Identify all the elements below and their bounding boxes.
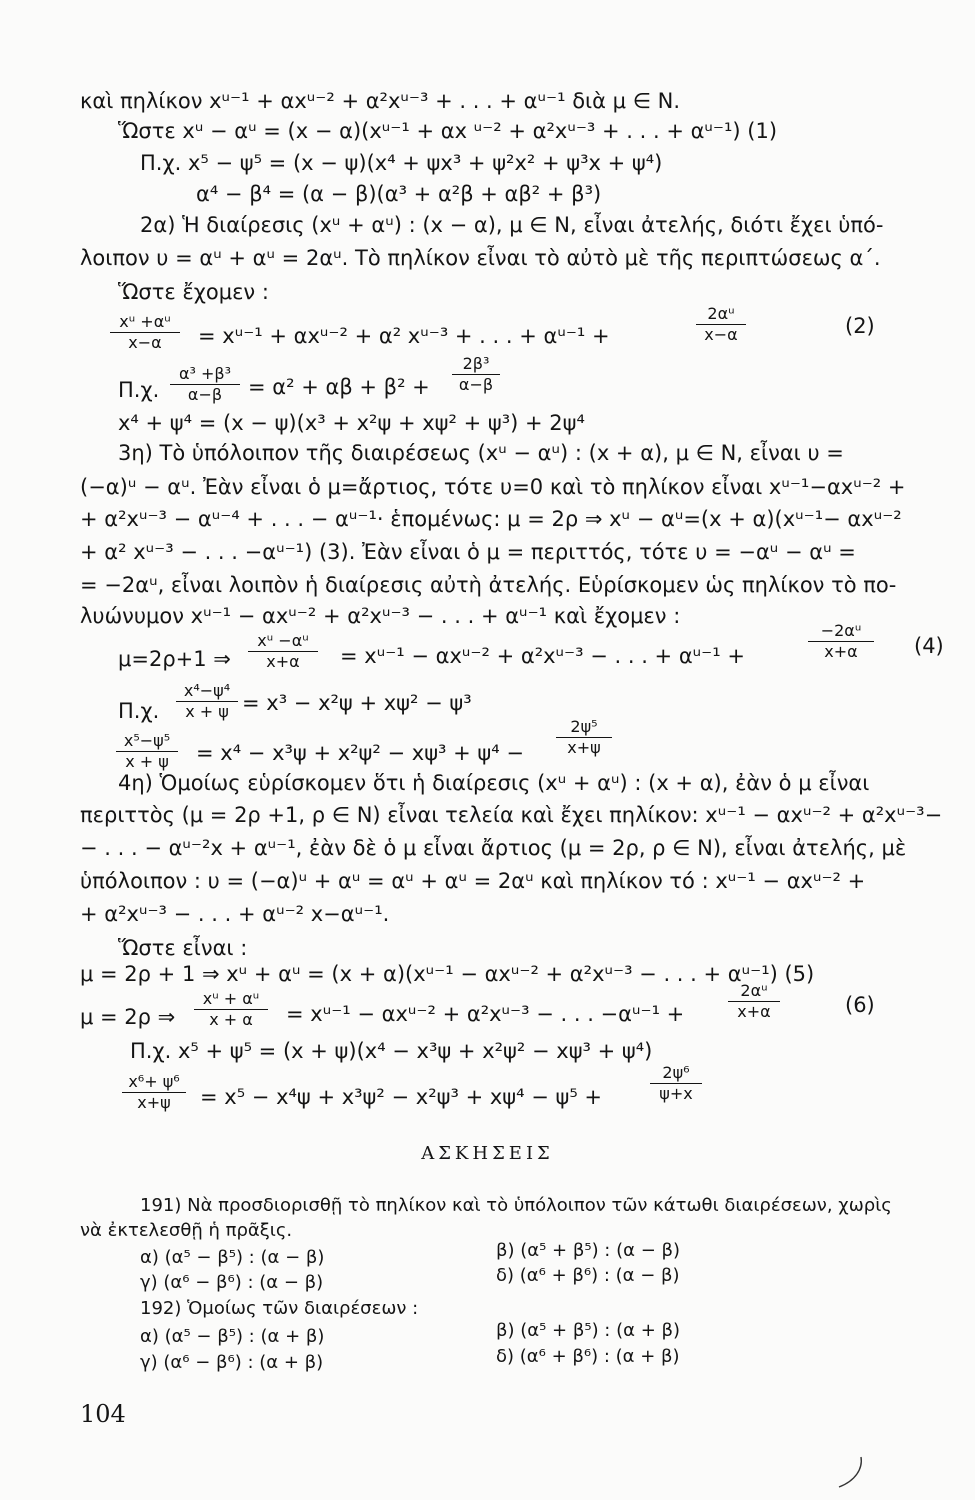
fraction-denominator: ψ+x: [659, 1084, 693, 1103]
formula-line: μ = 2ρ + 1 ⇒ xᵘ + αᵘ = (x + α)(xᵘ⁻¹ − αxᵘ⁻² + α²xᵘ⁻³ − . . . + αᵘ⁻¹) (5): [80, 962, 815, 986]
formula-line: = x⁵ − x⁴ψ + x³ψ² − x²ψ³ + xψ⁴ − ψ⁵ +: [200, 1085, 603, 1109]
fraction-denominator: x+α: [824, 642, 858, 661]
formula-line: = x⁴ − x³ψ + x²ψ² − xψ³ + ψ⁴ −: [196, 741, 524, 765]
text-line: = −2αᵘ, εἶναι λοιπὸν ἡ διαίρεσις αὐτὴ ἀτελής. Εὑρίσκομεν ὡς πηλίκον τὸ πο-: [80, 573, 897, 597]
fraction: [176, 682, 238, 721]
exercise-item: γ) (α⁶ − β⁶) : (α + β): [140, 1352, 324, 1373]
formula-line: = xᵘ⁻¹ + αxᵘ⁻² + α² xᵘ⁻³ + . . . + αᵘ⁻¹ +: [198, 324, 610, 348]
equation-number: (4): [914, 634, 944, 658]
formula-line: = α² + αβ + β² +: [248, 375, 430, 399]
text-line: (−α)ᵘ − αᵘ. Ἐὰν εἶναι ὁ μ=ἄρτιος, τότε υ=0 καὶ τὸ πηλίκον εἶναι xᵘ⁻¹−αxᵘ⁻² +: [80, 475, 906, 499]
section-heading: ΑΣΚΗΣΕΙΣ: [421, 1143, 554, 1164]
fraction-denominator: x + α: [209, 1010, 253, 1029]
text-line: Π.χ.: [118, 699, 160, 723]
exercise-item: β) (α⁵ + β⁵) : (α + β): [496, 1320, 681, 1341]
text-line: 4η) Ὁμοίως εὑρίσκομεν ὅτι ἡ διαίρεσις (xᵘ + αᵘ) : (x + α), ἐὰν ὁ μ εἶναι: [118, 771, 870, 795]
fraction-numerator: α³ +β³: [178, 364, 232, 383]
fraction-denominator: x+α: [737, 1002, 771, 1021]
fraction: [728, 982, 780, 1021]
exercise-item: β) (α⁵ + β⁵) : (α − β): [496, 1240, 681, 1261]
exercise-item: δ) (α⁶ + β⁶) : (α − β): [496, 1265, 680, 1286]
text-line: − . . . − αᵘ⁻²x + αᵘ⁻¹, ἐὰν δὲ ὁ μ εἶναι ἄρτιος (μ = 2ρ, ρ ∈ N), εἶναι ἀτελής, μὲ: [80, 836, 907, 860]
text-line: Ὥστε xᵘ − αᵘ = (x − α)(xᵘ⁻¹ + αx ᵘ⁻² + α²xᵘ⁻³ + . . . + αᵘ⁻¹) (1): [118, 119, 778, 143]
fraction-denominator: x−α: [128, 333, 162, 352]
fraction-numerator: 2β³: [462, 354, 490, 373]
text-line: + α²xᵘ⁻³ − . . . + αᵘ⁻² x−αᵘ⁻¹.: [80, 902, 390, 926]
text-line: Π.χ. x⁵ + ψ⁵ = (x + ψ)(x⁴ − x³ψ + x²ψ² − xψ³ + ψ⁴): [130, 1039, 653, 1063]
exercise-text: νὰ ἐκτελεσθῇ ἡ πρᾶξις.: [80, 1220, 293, 1241]
exercise-item: γ) (α⁶ − β⁶) : (α − β): [140, 1272, 324, 1293]
fraction-denominator: x+ψ: [567, 738, 601, 757]
text-line: Π.χ. x⁵ − ψ⁵ = (x − ψ)(x⁴ + ψx³ + ψ²x² + ψ³x + ψ⁴): [140, 151, 663, 175]
fraction-denominator: α−β: [187, 385, 223, 404]
text-line: + α²xᵘ⁻³ − αᵘ⁻⁴ + . . . − αᵘ⁻¹· ἑπομένως: μ = 2ρ ⇒ xᵘ − αᵘ=(x + α)(xᵘ⁻¹− αxᵘ⁻²: [80, 507, 902, 531]
text-line: Ὥστε εἶναι :: [118, 936, 248, 960]
fraction-numerator: xᵘ +αᵘ: [119, 312, 171, 331]
text-line: ὑπόλοιπον : υ = (−α)ᵘ + αᵘ = αᵘ + αᵘ = 2αᵘ καὶ πηλίκον τό : xᵘ⁻¹ − αxᵘ⁻² +: [80, 869, 866, 893]
fraction-denominator: α−β: [458, 375, 494, 394]
fraction: [556, 718, 612, 757]
fraction-numerator: x⁶+ ψ⁶: [128, 1072, 180, 1091]
fraction-numerator: xᵘ + αᵘ: [202, 989, 260, 1008]
fraction-denominator: x+α: [266, 652, 300, 671]
exercise-text: 191) Νὰ προσδιορισθῇ τὸ πηλίκον καὶ τὸ ὑπόλοιπον τῶν κάτωθι διαιρέσεων, χωρὶς: [140, 1195, 892, 1216]
fraction-numerator: 2ψ⁶: [662, 1063, 690, 1082]
fraction: [194, 990, 268, 1029]
text-line: Π.χ.: [118, 378, 160, 402]
fraction-numerator: xᵘ −αᵘ: [257, 631, 309, 650]
formula-lead: μ=2ρ+1 ⇒: [118, 647, 231, 671]
exercise-item: α) (α⁵ − β⁵) : (α − β): [140, 1247, 325, 1268]
fraction-denominator: x−α: [704, 325, 738, 344]
fraction: [122, 1073, 186, 1112]
formula-line: = xᵘ⁻¹ − αxᵘ⁻² + α²xᵘ⁻³ − . . . −αᵘ⁻¹ +: [286, 1002, 685, 1026]
exercise-text: 192) Ὁμοίως τῶν διαιρέσεων :: [140, 1298, 419, 1319]
exercise-item: δ) (α⁶ + β⁶) : (α + β): [496, 1346, 680, 1367]
text-line: λυώνυμον xᵘ⁻¹ − αxᵘ⁻² + α²xᵘ⁻³ − . . . + αᵘ⁻¹ καὶ ἔχομεν :: [80, 604, 681, 628]
text-line: + α² xᵘ⁻³ − . . . −αᵘ⁻¹) (3). Ἐὰν εἶναι ὁ μ = περιττός, τότε υ = −αᵘ − αᵘ =: [80, 540, 856, 564]
text-line: α⁴ − β⁴ = (α − β)(α³ + α²β + αβ² + β³): [196, 182, 602, 206]
text-line: λοιπον υ = αᵘ + αᵘ = 2αᵘ. Τὸ πηλίκον εἶναι τὸ αὐτὸ μὲ τῆς περιπτώσεως α΄.: [80, 246, 881, 270]
fraction: [696, 305, 746, 344]
fraction: [116, 732, 178, 771]
fraction: [808, 622, 874, 661]
fraction-numerator: 2αᵘ: [707, 304, 735, 323]
fraction-denominator: x + ψ: [125, 752, 169, 771]
fraction: [650, 1064, 702, 1103]
text-line: x⁴ + ψ⁴ = (x − ψ)(x³ + x²ψ + xψ² + ψ³) + 2ψ⁴: [118, 411, 585, 435]
text-line: 2α) Ἡ διαίρεσις (xᵘ + αᵘ) : (x − α), μ ∈ N, εἶναι ἀτελής, διότι ἔχει ὑπό-: [140, 213, 884, 237]
exercise-item: α) (α⁵ − β⁵) : (α + β): [140, 1326, 325, 1347]
text-line: περιττὸς (μ = 2ρ +1, ρ ∈ N) εἶναι τελεία καὶ ἔχει πηλίκον: xᵘ⁻¹ − αxᵘ⁻² + α²xᵘ⁻³−: [80, 803, 943, 827]
equation-number: (6): [845, 993, 875, 1017]
formula-line: = xᵘ⁻¹ − αxᵘ⁻² + α²xᵘ⁻³ − . . . + αᵘ⁻¹ +: [340, 644, 745, 668]
text-line: καὶ πηλίκον xᵘ⁻¹ + αxᵘ⁻² + α²xᵘ⁻³ + . . . + αᵘ⁻¹ διὰ μ ∈ N.: [80, 89, 681, 113]
fraction: [248, 632, 318, 671]
page-number: 104: [80, 1400, 126, 1428]
fraction: [110, 313, 180, 352]
text-line: 3η) Τὸ ὑπόλοιπον τῆς διαιρέσεως (xᵘ − αᵘ) : (x + α), μ ∈ N, εἶναι υ =: [118, 441, 844, 465]
fraction-numerator: x⁴−ψ⁴: [183, 681, 231, 700]
fraction: [452, 355, 500, 394]
text-line: Ὥστε ἔχομεν :: [118, 280, 269, 304]
pen-mark-decoration: [835, 1455, 865, 1490]
fraction: [170, 365, 240, 404]
fraction-numerator: −2αᵘ: [820, 621, 862, 640]
formula-lead: μ = 2ρ ⇒: [80, 1005, 176, 1029]
fraction-numerator: 2ψ⁵: [570, 717, 598, 736]
fraction-numerator: x⁵−ψ⁵: [123, 731, 171, 750]
fraction-denominator: x + ψ: [185, 702, 229, 721]
fraction-numerator: 2αᵘ: [740, 981, 768, 1000]
formula-line: = x³ − x²ψ + xψ² − ψ³: [242, 691, 472, 715]
fraction-denominator: x+ψ: [137, 1093, 171, 1112]
equation-number: (2): [845, 314, 875, 338]
